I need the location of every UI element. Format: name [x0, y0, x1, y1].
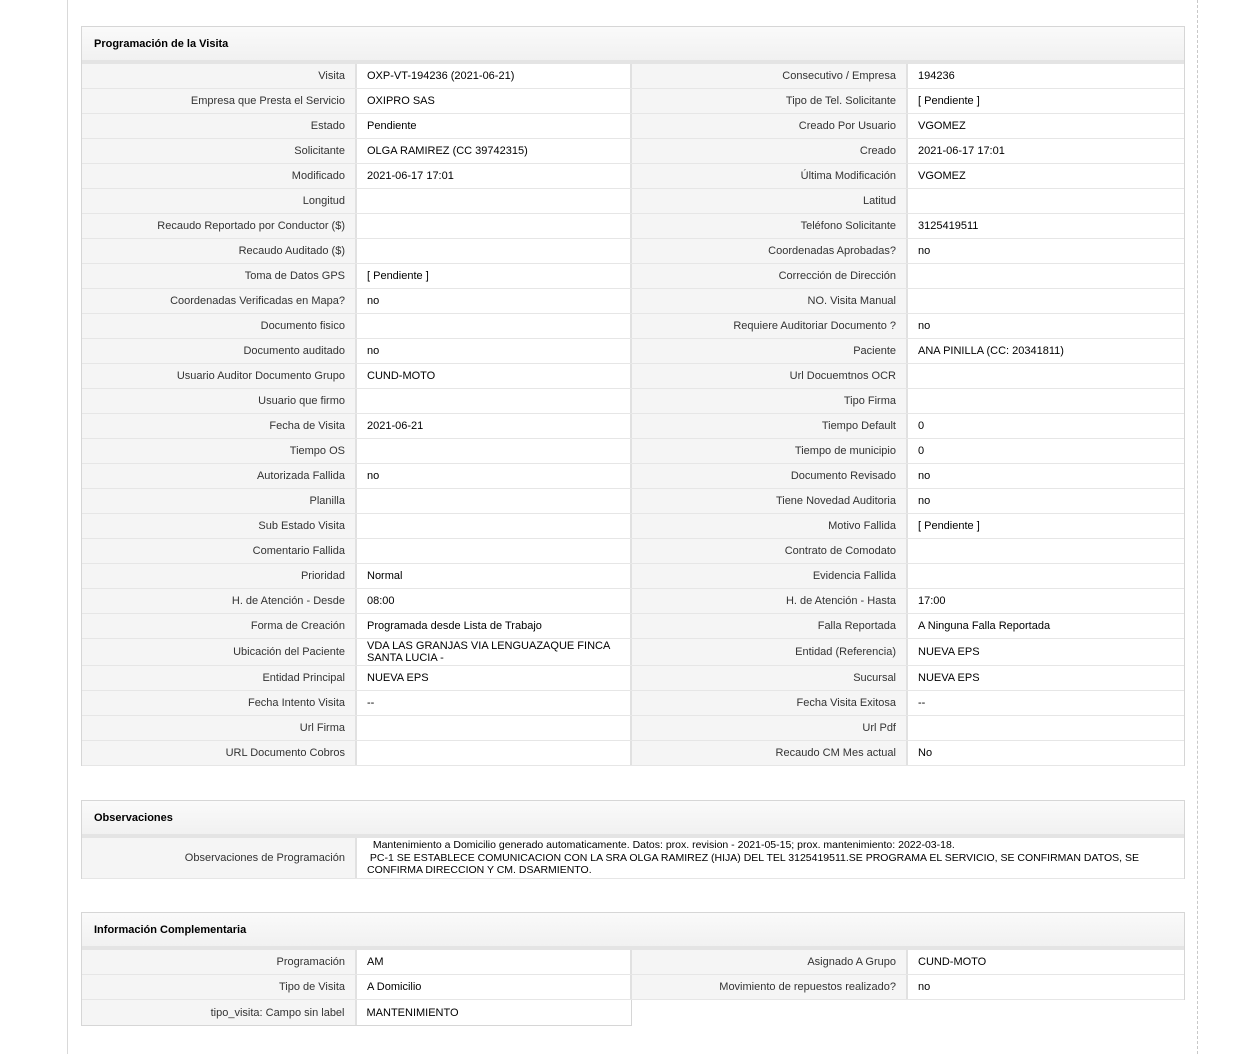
- field-label: Requiere Auditoriar Documento ?: [632, 314, 908, 338]
- observaciones-line-2: PC-1 SE ESTABLECE COMUNICACION CON LA SRA OLGA RAMIREZ (HIJA) DEL TEL 3125419511.SE PROGRAMA EL SERVICIO, SE CONFIRMAN DATOS, SE CONFIRMA DIRECCION Y CM. DSARMIENTO.: [367, 851, 1142, 876]
- field-value: [357, 539, 632, 563]
- table-row: [82, 164, 1184, 189]
- field-value: VDA LAS GRANJAS VIA LENGUAZAQUE FINCA SANTA LUCIA -: [357, 639, 632, 665]
- field-label: Empresa que Presta el Servicio: [82, 89, 357, 113]
- observaciones-value[interactable]: [357, 838, 1184, 878]
- table-row: [82, 64, 1184, 89]
- field-label: NO. Visita Manual: [632, 289, 908, 313]
- field-label: Url Firma: [82, 716, 357, 740]
- field-value: [ Pendiente ]: [908, 89, 1184, 113]
- field-label: Solicitante: [82, 139, 357, 163]
- field-label: Comentario Fallida: [82, 539, 357, 563]
- left-border: [67, 0, 68, 1054]
- field-value: OXIPRO SAS: [357, 89, 632, 113]
- field-label: Tiempo de municipio: [632, 439, 908, 463]
- field-value: [908, 289, 1184, 313]
- field-label: Usuario Auditor Documento Grupo: [82, 364, 357, 388]
- field-value: --: [357, 691, 632, 715]
- table-row: [82, 691, 1184, 716]
- table-row: [82, 264, 1184, 289]
- complementaria-title: Información Complementaria: [82, 913, 1184, 950]
- field-value: [908, 189, 1184, 213]
- table-row: [82, 514, 1184, 539]
- field-label: tipo_visita: Campo sin label: [82, 1000, 357, 1025]
- observaciones-panel: [81, 800, 1185, 879]
- table-row: [82, 975, 1184, 1000]
- field-value: [908, 716, 1184, 740]
- field-label: Entidad Principal: [82, 666, 357, 690]
- field-label: Url Docuemtnos OCR: [632, 364, 908, 388]
- field-value: VGOMEZ: [908, 114, 1184, 138]
- field-value: VGOMEZ: [908, 164, 1184, 188]
- field-label: Prioridad: [82, 564, 357, 588]
- table-row: [82, 589, 1184, 614]
- table-row: [82, 950, 1184, 975]
- table-row: [82, 639, 1184, 666]
- field-label: Tipo Firma: [632, 389, 908, 413]
- field-label: Recaudo Auditado ($): [82, 239, 357, 263]
- field-label: Coordenadas Aprobadas?: [632, 239, 908, 263]
- field-value: [908, 364, 1184, 388]
- table-row: [82, 489, 1184, 514]
- table-row: [82, 1000, 631, 1025]
- field-value: 2021-06-17 17:01: [357, 164, 632, 188]
- table-row: [82, 114, 1184, 139]
- field-value: [357, 389, 632, 413]
- field-label: Recaudo Reportado por Conductor ($): [82, 214, 357, 238]
- field-label: Tipo de Tel. Solicitante: [632, 89, 908, 113]
- field-label: Modificado: [82, 164, 357, 188]
- field-value: CUND-MOTO: [357, 364, 632, 388]
- field-label: H. de Atención - Hasta: [632, 589, 908, 613]
- field-label: Fecha de Visita: [82, 414, 357, 438]
- field-label: Fecha Intento Visita: [82, 691, 357, 715]
- field-label: Entidad (Referencia): [632, 639, 908, 665]
- table-row: [82, 139, 1184, 164]
- field-label: Planilla: [82, 489, 357, 513]
- table-row: [82, 414, 1184, 439]
- table-row: [82, 464, 1184, 489]
- field-label: Url Pdf: [632, 716, 908, 740]
- field-label: Última Modificación: [632, 164, 908, 188]
- field-label: Tiempo OS: [82, 439, 357, 463]
- field-value: no: [908, 489, 1184, 513]
- field-value: 194236: [908, 64, 1184, 88]
- field-value: [ Pendiente ]: [908, 514, 1184, 538]
- field-value: [908, 389, 1184, 413]
- table-row: [82, 364, 1184, 389]
- field-label: Consecutivo / Empresa: [632, 64, 908, 88]
- field-value: 0: [908, 414, 1184, 438]
- field-value: 0: [908, 439, 1184, 463]
- field-value: [357, 214, 632, 238]
- programacion-panel: [81, 26, 1185, 766]
- field-value: 08:00: [357, 589, 632, 613]
- field-value: ANA PINILLA (CC: 20341811): [908, 339, 1184, 363]
- observaciones-title: Observaciones: [82, 801, 1184, 838]
- field-value: [908, 264, 1184, 288]
- field-value: OLGA RAMIREZ (CC 39742315): [357, 139, 632, 163]
- field-label: Evidencia Fallida: [632, 564, 908, 588]
- field-label: Documento Revisado: [632, 464, 908, 488]
- field-value: No: [908, 741, 1184, 765]
- field-value: no: [908, 464, 1184, 488]
- field-value: Normal: [357, 564, 632, 588]
- field-label: Longitud: [82, 189, 357, 213]
- field-label: Teléfono Solicitante: [632, 214, 908, 238]
- field-label: Creado: [632, 139, 908, 163]
- table-row: [82, 239, 1184, 264]
- field-value: no: [908, 975, 1184, 999]
- field-value: [357, 489, 632, 513]
- programacion-table: [82, 64, 1184, 766]
- table-row: [82, 439, 1184, 464]
- field-value: [908, 564, 1184, 588]
- field-value: no: [908, 239, 1184, 263]
- field-label: Forma de Creación: [82, 614, 357, 638]
- field-label: URL Documento Cobros: [82, 741, 357, 765]
- field-value: no: [357, 289, 632, 313]
- field-label: Paciente: [632, 339, 908, 363]
- field-value: [357, 741, 632, 765]
- field-value: NUEVA EPS: [908, 666, 1184, 690]
- field-label: Tiempo Default: [632, 414, 908, 438]
- field-value: NUEVA EPS: [908, 639, 1184, 665]
- field-label: Recaudo CM Mes actual: [632, 741, 908, 765]
- table-row: [82, 741, 1184, 766]
- field-value: no: [357, 464, 632, 488]
- complementaria-table: [82, 950, 1184, 1000]
- field-value: [357, 514, 632, 538]
- table-row: [82, 539, 1184, 564]
- field-label: Falla Reportada: [632, 614, 908, 638]
- field-value: [ Pendiente ]: [357, 264, 632, 288]
- table-row: [82, 314, 1184, 339]
- table-row: [82, 666, 1184, 691]
- field-value: 17:00: [908, 589, 1184, 613]
- field-value: OXP-VT-194236 (2021-06-21): [357, 64, 632, 88]
- field-label: Fecha Visita Exitosa: [632, 691, 908, 715]
- table-row: [82, 716, 1184, 741]
- observaciones-label: Observaciones de Programación: [82, 838, 357, 878]
- field-label: Estado: [82, 114, 357, 138]
- field-value: [908, 539, 1184, 563]
- field-value: A Ninguna Falla Reportada: [908, 614, 1184, 638]
- field-value: [357, 239, 632, 263]
- table-row: [82, 89, 1184, 114]
- field-label: Tiene Novedad Auditoria: [632, 489, 908, 513]
- field-value: NUEVA EPS: [357, 666, 632, 690]
- field-label: Documento fisico: [82, 314, 357, 338]
- field-value: AM: [357, 950, 632, 974]
- table-row: [82, 389, 1184, 414]
- table-row: [82, 564, 1184, 589]
- programacion-title: Programación de la Visita: [82, 27, 1184, 64]
- field-label: Usuario que firmo: [82, 389, 357, 413]
- field-value: [357, 716, 632, 740]
- complementaria-panel: [81, 912, 1185, 1000]
- field-label: Tipo de Visita: [82, 975, 357, 999]
- field-value: --: [908, 691, 1184, 715]
- table-row: [82, 214, 1184, 239]
- field-label: Sucursal: [632, 666, 908, 690]
- field-value: 2021-06-17 17:01: [908, 139, 1184, 163]
- field-label: Visita: [82, 64, 357, 88]
- table-row: [82, 614, 1184, 639]
- field-label: Corrección de Dirección: [632, 264, 908, 288]
- field-label: Contrato de Comodato: [632, 539, 908, 563]
- field-label: Asignado A Grupo: [632, 950, 908, 974]
- field-value: Programada desde Lista de Trabajo: [357, 614, 632, 638]
- field-label: Toma de Datos GPS: [82, 264, 357, 288]
- field-label: Motivo Fallida: [632, 514, 908, 538]
- field-label: Documento auditado: [82, 339, 357, 363]
- field-label: Ubicación del Paciente: [82, 639, 357, 665]
- field-label: Programación: [82, 950, 357, 974]
- complementaria-last-row-wrap: [81, 1000, 632, 1026]
- observaciones-row: [82, 838, 1184, 879]
- field-label: Creado Por Usuario: [632, 114, 908, 138]
- observaciones-line-1: Mantenimiento a Domicilio generado automaticamente. Datos: prox. revision - 2021-05-15; prox. mantenimiento: 2022-03-18.: [367, 839, 955, 851]
- field-value: 2021-06-21: [357, 414, 632, 438]
- table-row: [82, 189, 1184, 214]
- table-row: [82, 289, 1184, 314]
- field-label: Sub Estado Visita: [82, 514, 357, 538]
- field-value: CUND-MOTO: [908, 950, 1184, 974]
- field-value: 3125419511: [908, 214, 1184, 238]
- field-label: Latitud: [632, 189, 908, 213]
- field-label: Coordenadas Verificadas en Mapa?: [82, 289, 357, 313]
- field-value: [357, 189, 632, 213]
- field-value: MANTENIMIENTO: [357, 1000, 632, 1025]
- field-label: Movimiento de repuestos realizado?: [632, 975, 908, 999]
- field-value: no: [357, 339, 632, 363]
- field-label: H. de Atención - Desde: [82, 589, 357, 613]
- right-dashed-border: [1197, 0, 1198, 1054]
- table-row: [82, 339, 1184, 364]
- field-value: [357, 314, 632, 338]
- field-value: A Domicilio: [357, 975, 632, 999]
- field-value: [357, 439, 632, 463]
- field-value: Pendiente: [357, 114, 632, 138]
- field-label: Autorizada Fallida: [82, 464, 357, 488]
- field-value: no: [908, 314, 1184, 338]
